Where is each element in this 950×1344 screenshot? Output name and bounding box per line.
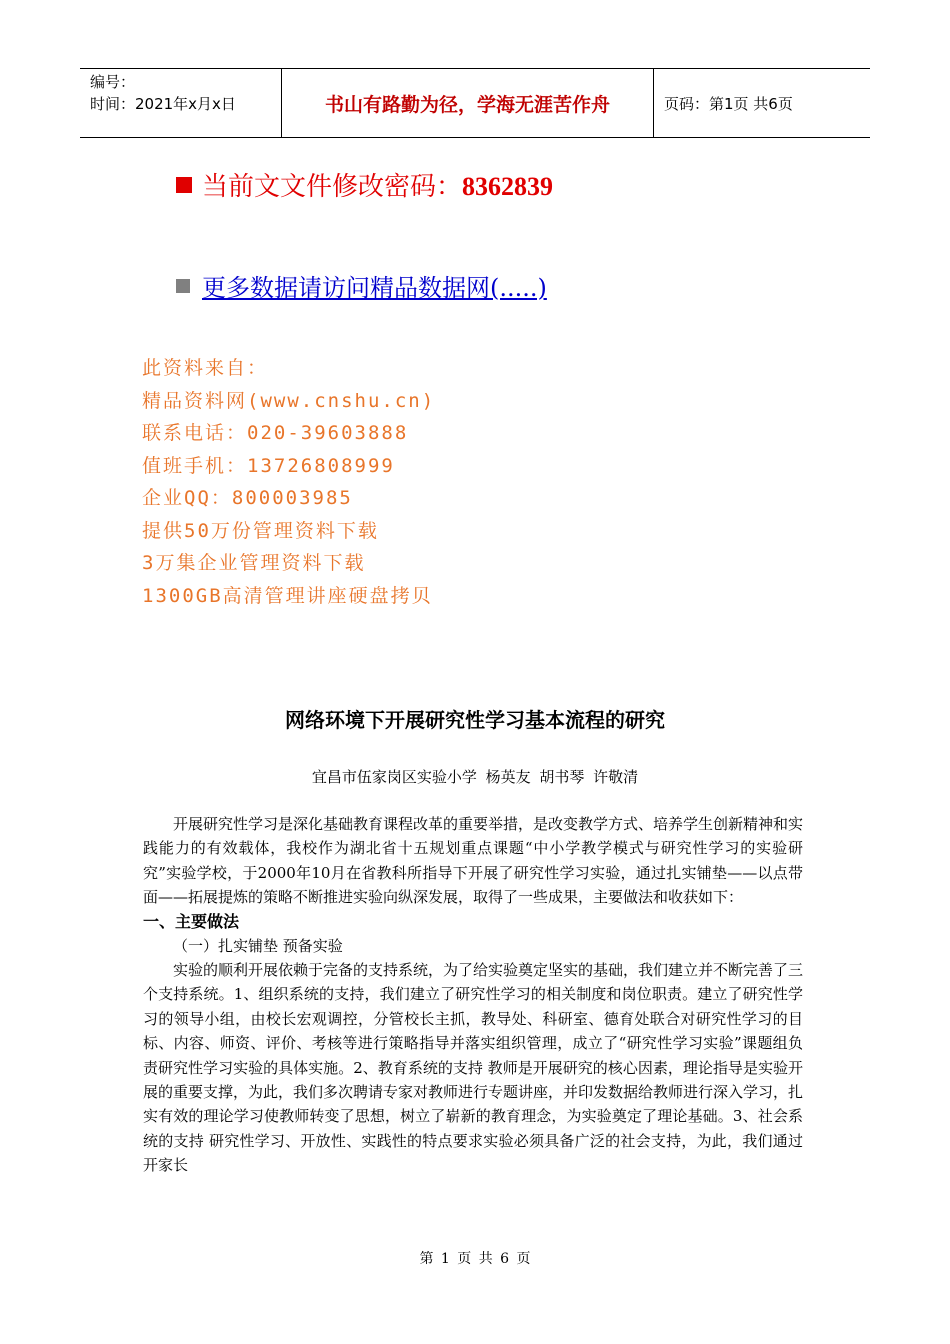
gray-square-bullet-icon: [176, 279, 190, 293]
source-line: 此资料来自：: [142, 357, 269, 379]
header-page-label: 页码：第1页 共6页: [664, 94, 793, 113]
body-paragraph: 实验的顺利开展依赖于完备的支持系统，为了给实验奠定坚实的基础，我们建立并不断完善了三个支持系统。1、组织系统的支持，我们建立了研究性学习的相关制度和岗位职责。建立了研究性学习的领导小组，由校长宏观调控，分管校长主抓，教导处、科研室、德育处联合对研究性学习的目标、内容、师资、评价、考核等进行策略指导并落实组织管理，成立了“研究性学习实验”课题组负责研究性学习实验的具体实施。2、教育系统的支持 教师是开展研究的核心因素，理论指导是实验开展的重要支撑，为此，我们多次聘请专家对教师进行专题讲座，并印发数据给教师进行深入学习，扎实有效的理论学习使教师转变了思想，树立了崭新的教育理念，为实验奠定了理论基础。3、社会系统的支持 研究性学习、开放性、实践性的特点要求实验必须具备广泛的社会支持，为此，我们通过开家长: [143, 961, 804, 1175]
source-line: 企业QQ：800003985: [142, 487, 353, 509]
password-value: 8362839: [462, 172, 554, 201]
source-line: 精品资料网(www.cnshu.cn): [142, 389, 436, 412]
more-data-link[interactable]: 更多数据请访问精品数据网(.....): [202, 274, 547, 302]
source-line: 1300GB高清管理讲座硬盘拷贝: [142, 584, 433, 607]
article-title: 网络环境下开展研究性学习基本流程的研究: [285, 708, 665, 732]
password-notice: [176, 166, 553, 203]
more-data-line: [176, 268, 547, 303]
section-heading: 一、主要做法: [143, 911, 240, 931]
red-square-bullet-icon: [176, 177, 192, 193]
intro-paragraph: 开展研究性学习是深化基础教育课程改革的重要举措，是改变教学方式、培养学生创新精神和实践能力的有效载体，我校作为湖北省十五规划重点课题“中小学教学模式与研究性学习的实验研究”实验学校，于2000年10月在省教科所指导下开展了研究性学习实验，通过扎实铺垫——以点带面——拓展提炼的策略不断推进实验向纵深发展，取得了一些成果，主要做法和收获如下：: [143, 815, 804, 907]
header-table: [80, 68, 870, 138]
password-label: 当前文文件修改密码：: [202, 172, 463, 202]
header-motto: 书山有路勤为径，学海无涯苦作舟: [282, 69, 654, 137]
source-line: 联系电话：020-39603888: [142, 422, 409, 444]
header-left-cell: [80, 69, 282, 137]
source-line: 3万集企业管理资料下载: [142, 552, 366, 574]
source-line: 值班手机：13726808999: [142, 454, 395, 477]
article-authors: 宜昌市伍家岗区实验小学 杨英友 胡书琴 许敬清: [311, 768, 639, 786]
source-line: 提供50万份管理资料下载: [142, 519, 379, 542]
number-label: 编号：: [90, 73, 136, 91]
page-footer: 第 1 页 共 6 页: [419, 1251, 531, 1267]
article-body: [143, 812, 803, 1178]
subsection-heading: （一）扎实铺垫 预备实验: [173, 936, 343, 955]
date-label: 时间：2021年x月x日: [90, 95, 236, 113]
source-info-block: [142, 352, 435, 612]
